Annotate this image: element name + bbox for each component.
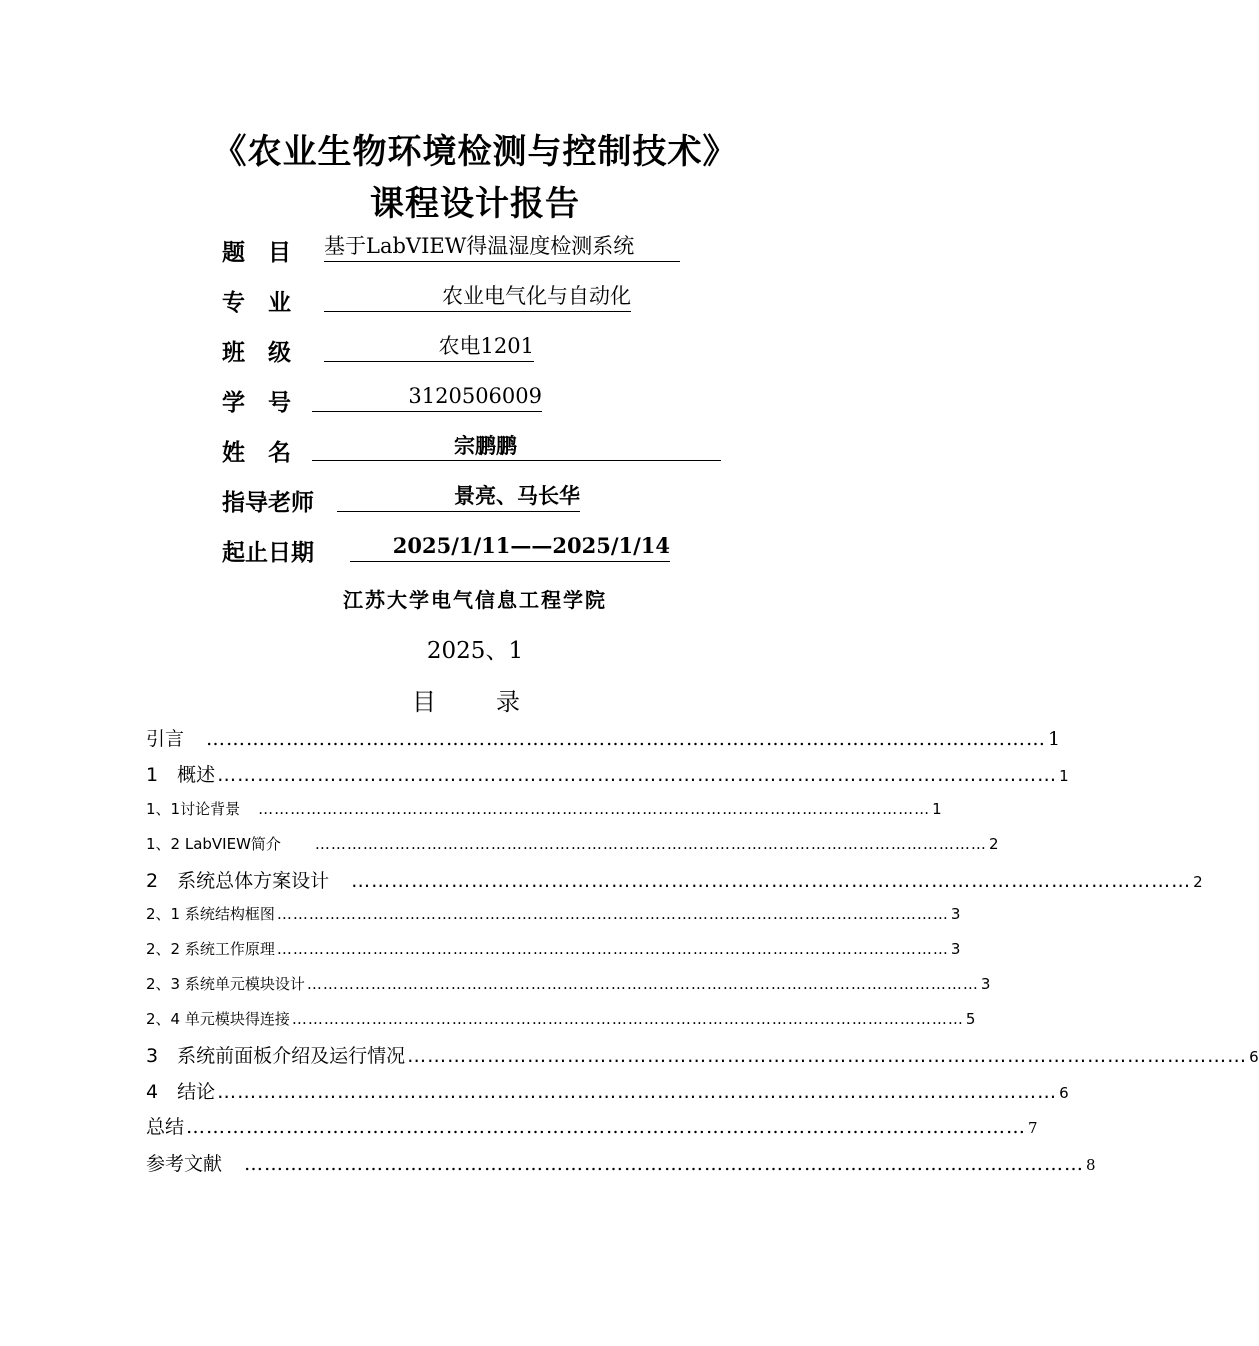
field-value-class: 农电1201 bbox=[324, 331, 534, 362]
field-value-major: 农业电气化与自动化 bbox=[324, 281, 631, 312]
toc-entry-label: 2 系统总体方案设计 bbox=[146, 870, 330, 892]
toc-entry-page: 3 bbox=[950, 940, 961, 958]
toc-entry[interactable] bbox=[146, 1008, 976, 1029]
toc-entry-label: 2、1 系统结构框图 bbox=[146, 905, 275, 923]
toc-leader-dots: ……………………………………………………………………………………………………………… bbox=[282, 835, 987, 853]
toc-entry-label: 2、4 单元模块得连接 bbox=[146, 1010, 290, 1028]
toc-leader-dots: ……………………………………………………………………………………………………………… bbox=[306, 975, 979, 993]
toc-entry[interactable] bbox=[146, 798, 942, 819]
toc-entry-label: 2、3 系统单元模块设计 bbox=[146, 975, 305, 993]
toc-leader-dots: ……………………………………………………………………………………………………………… bbox=[186, 728, 1047, 750]
toc-entry-page: 6 bbox=[1249, 1048, 1259, 1066]
toc-entry[interactable] bbox=[146, 1077, 1069, 1104]
toc-entry-page: 1 bbox=[932, 800, 942, 818]
toc-entry[interactable] bbox=[146, 1041, 1259, 1068]
toc-entry-label: 3 系统前面板介绍及运行情况 bbox=[146, 1045, 406, 1067]
toc-entry-page: 3 bbox=[980, 975, 991, 993]
field-label-class: 班 级 bbox=[222, 339, 291, 366]
toc-leader-dots: ……………………………………………………………………………………………………………… bbox=[242, 800, 931, 818]
report-title-line2: 课程设计报告 bbox=[370, 184, 580, 224]
toc-entry[interactable] bbox=[146, 973, 991, 994]
toc-entry[interactable] bbox=[146, 833, 999, 854]
toc-entry-page: 6 bbox=[1059, 1084, 1069, 1102]
toc-entry[interactable] bbox=[146, 1149, 1096, 1176]
toc-leader-dots: ……………………………………………………………………………………………………………… bbox=[276, 905, 949, 923]
field-value-advisor: 景亮、马长华 bbox=[337, 481, 580, 512]
toc-entry-page: 3 bbox=[950, 905, 961, 923]
field-label-advisor: 指导老师 bbox=[222, 489, 314, 516]
field-label-student-id: 学 号 bbox=[222, 389, 291, 416]
field-label-topic: 题 目 bbox=[222, 239, 291, 266]
toc-entry-label: 1 概述 bbox=[146, 764, 216, 786]
field-label-major: 专 业 bbox=[222, 289, 291, 316]
field-value-name: 宗鹏鹏 bbox=[312, 431, 721, 461]
field-label-period: 起止日期 bbox=[222, 539, 314, 566]
field-value-topic: 基于LabVIEW得温湿度检测系统 bbox=[324, 231, 680, 262]
toc-title: 目 录 bbox=[412, 688, 538, 716]
toc-entry-label: 1、1讨论背景 bbox=[146, 800, 241, 818]
toc-leader-dots: ……………………………………………………………………………………………………………… bbox=[217, 1081, 1058, 1103]
toc-entry-page: 7 bbox=[1028, 1119, 1038, 1137]
toc-entry-label: 4 结论 bbox=[146, 1081, 216, 1103]
toc-entry-page: 1 bbox=[1048, 728, 1061, 750]
toc-entry[interactable] bbox=[146, 724, 1061, 751]
toc-leader-dots: ……………………………………………………………………………………………………………… bbox=[407, 1045, 1248, 1067]
toc-entry-page: 2 bbox=[1193, 873, 1203, 891]
toc-leader-dots: ……………………………………………………………………………………………………………… bbox=[331, 870, 1192, 892]
toc-entry-page: 5 bbox=[965, 1010, 976, 1028]
toc-leader-dots: ……………………………………………………………………………………………………………… bbox=[276, 940, 949, 958]
toc-entry-label: 引言 bbox=[146, 728, 185, 750]
toc-entry[interactable] bbox=[146, 760, 1069, 787]
toc-entry[interactable] bbox=[146, 938, 961, 959]
toc-entry-label: 参考文献 bbox=[146, 1153, 223, 1175]
toc-entry-label: 2、2 系统工作原理 bbox=[146, 940, 275, 958]
field-value-period: 2025/1/11——2025/1/14 bbox=[350, 531, 670, 562]
report-title-line1: 《农业生物环境检测与控制技术》 bbox=[212, 132, 738, 172]
toc-entry[interactable] bbox=[146, 1112, 1038, 1139]
toc-leader-dots: ……………………………………………………………………………………………………………… bbox=[224, 1153, 1085, 1175]
toc-leader-dots: ……………………………………………………………………………………………………………… bbox=[291, 1010, 964, 1028]
toc-entry[interactable] bbox=[146, 866, 1203, 893]
toc-entry-page: 1 bbox=[1059, 767, 1069, 785]
toc-entry-page: 2 bbox=[988, 835, 999, 853]
toc-entry-label: 1、2 LabVIEW简介 bbox=[146, 835, 281, 853]
field-value-student-id: 3120506009 bbox=[312, 381, 542, 412]
toc-entry-page: 8 bbox=[1086, 1156, 1096, 1174]
field-label-name: 姓 名 bbox=[222, 439, 291, 466]
toc-leader-dots: ……………………………………………………………………………………………………………… bbox=[186, 1116, 1027, 1138]
toc-entry-label: 总结 bbox=[146, 1116, 185, 1138]
toc-leader-dots: ……………………………………………………………………………………………………………… bbox=[217, 764, 1058, 786]
school-name: 江苏大学电气信息工程学院 bbox=[343, 588, 607, 612]
toc-entry[interactable] bbox=[146, 903, 961, 924]
report-date: 2025、1 bbox=[426, 638, 524, 664]
